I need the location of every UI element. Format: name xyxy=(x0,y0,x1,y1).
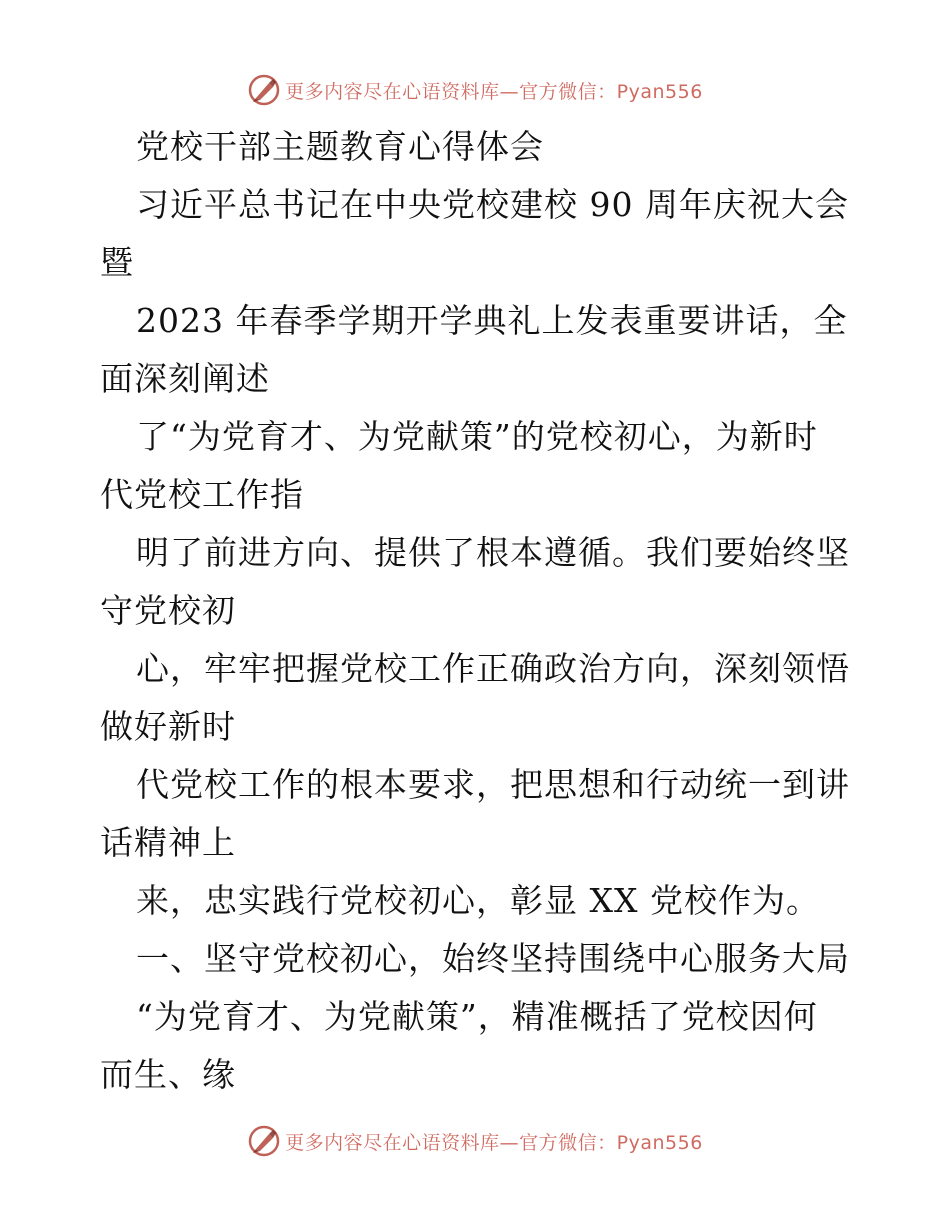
body-line: 代党校工作的根本要求，把思想和行动统一到讲 xyxy=(136,765,850,804)
body-line: 做好新时 xyxy=(100,707,236,746)
footer-watermark xyxy=(0,1121,950,1161)
body-line: 话精神上 xyxy=(100,823,236,862)
body-line: 心，牢牢把握党校工作正确政治方向，深刻领悟 xyxy=(136,649,850,688)
body-line: 来，忠实践行党校初心，彰显 XX 党校作为。 xyxy=(136,881,820,920)
pen-nib-logo-icon xyxy=(247,1124,281,1158)
body-line: 习近平总书记在中央党校建校 90 周年庆祝大会 xyxy=(136,185,849,224)
body-line: 了“为党育才、为党献策”的党校初心，为新时 xyxy=(136,417,818,456)
body-line: “为党育才、为党献策”，精准概括了党校因何 xyxy=(136,997,818,1036)
body-line: 面深刻阐述 xyxy=(100,359,270,398)
body-line: 代党校工作指 xyxy=(100,475,304,514)
section-heading: 一、坚守党校初心，始终坚持围绕中心服务大局 xyxy=(136,939,850,978)
document-body xyxy=(100,118,852,1104)
body-line: 2023 年春季学期开学典礼上发表重要讲话，全 xyxy=(136,301,848,340)
body-line: 守党校初 xyxy=(100,591,236,630)
body-line: 暨 xyxy=(100,243,134,282)
header-watermark xyxy=(0,70,950,110)
pen-nib-logo-icon xyxy=(247,73,281,107)
body-line: 明了前进方向、提供了根本遵循。我们要始终坚 xyxy=(136,533,850,572)
body-line: 而生、缘 xyxy=(100,1055,236,1094)
watermark-text: 更多内容尽在心语资料库—官方微信：Pyan556 xyxy=(285,80,703,103)
watermark-text: 更多内容尽在心语资料库—官方微信：Pyan556 xyxy=(285,1131,703,1154)
document-title: 党校干部主题教育心得体会 xyxy=(136,127,544,166)
